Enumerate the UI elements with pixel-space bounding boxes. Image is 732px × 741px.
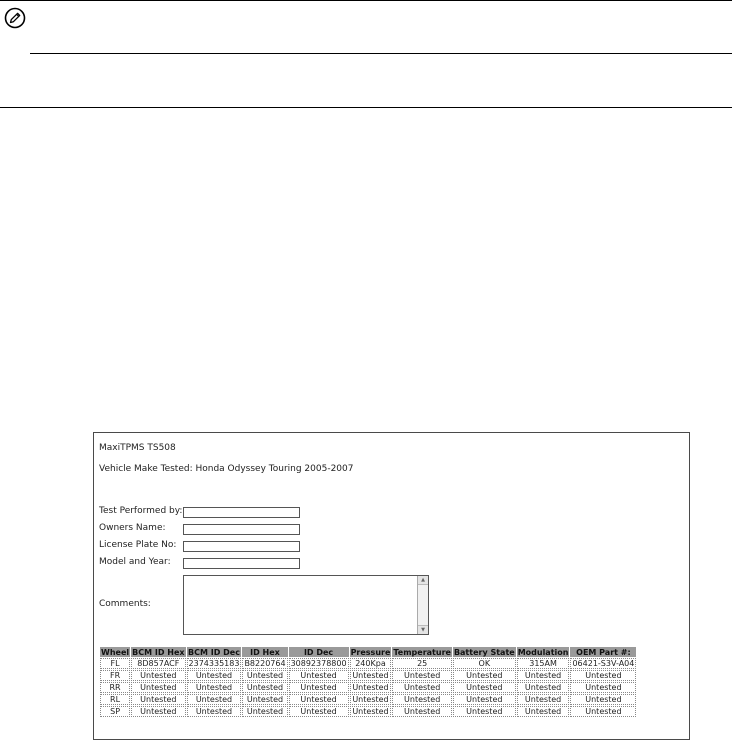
table-cell: SP — [100, 706, 130, 717]
table-cell: Untested — [242, 694, 287, 705]
col-header: ID Hex — [242, 647, 287, 657]
table-row — [100, 682, 636, 693]
table-cell: Untested — [289, 682, 349, 693]
table-row — [100, 694, 636, 705]
table-cell: Untested — [517, 682, 570, 693]
table-cell: Untested — [131, 706, 185, 717]
table-cell: 2374335183 — [188, 659, 240, 668]
note-bottom-rule — [0, 107, 732, 108]
table-cell: Untested — [517, 694, 570, 705]
note-divider — [30, 53, 732, 54]
table-cell: Untested — [453, 670, 516, 681]
vehicle-make-line: Vehicle Make Tested: Honda Odyssey Touring 2005-2007 — [99, 464, 354, 474]
scroll-up-icon[interactable]: ▲ — [418, 576, 428, 585]
col-header: Modulation — [517, 647, 569, 657]
col-header: Wheel — [101, 647, 130, 657]
comments-label: Comments: — [99, 599, 151, 609]
table-cell: Untested — [570, 670, 636, 681]
col-header: ID Dec — [289, 647, 349, 657]
table-header-row — [100, 647, 636, 657]
col-header: OEM Part #: — [570, 647, 636, 657]
table-cell: Untested — [350, 670, 392, 681]
table-cell: Untested — [517, 670, 570, 681]
license-plate-input[interactable] — [183, 541, 300, 552]
table-cell: Untested — [392, 706, 452, 717]
comments-textarea[interactable] — [183, 575, 429, 635]
table-cell: Untested — [392, 694, 452, 705]
table-cell: Untested — [570, 706, 636, 717]
table-cell: Untested — [289, 670, 349, 681]
app-title: MaxiTPMS TS508 — [99, 443, 176, 453]
tpms-report-window — [93, 432, 690, 740]
table-cell: Untested — [517, 706, 570, 717]
table-cell: Untested — [131, 682, 185, 693]
test-performed-by-label: Test Performed by: — [99, 506, 183, 516]
table-cell: Untested — [187, 682, 242, 693]
col-header: BCM ID Dec — [188, 647, 240, 657]
table-cell: FL — [100, 658, 130, 669]
table-cell: Untested — [242, 682, 287, 693]
table-cell: OK — [453, 658, 516, 669]
table-cell: Untested — [453, 706, 516, 717]
table-cell: Untested — [350, 694, 392, 705]
owners-name-label: Owners Name: — [99, 523, 166, 533]
table-cell: Untested — [392, 682, 452, 693]
table-row — [100, 706, 636, 717]
table-cell: 315AM — [517, 658, 570, 669]
table-row — [100, 670, 636, 681]
table-cell: Untested — [187, 706, 242, 717]
owners-name-input[interactable] — [183, 524, 300, 535]
table-cell: Untested — [453, 694, 516, 705]
table-cell: FR — [100, 670, 130, 681]
license-plate-label: License Plate No: — [99, 540, 177, 550]
table-cell: Untested — [570, 694, 636, 705]
table-cell: Untested — [187, 670, 242, 681]
table-cell: Untested — [242, 670, 287, 681]
col-header: Pressure — [350, 647, 391, 657]
col-header: BCM ID Hex — [132, 647, 185, 657]
table-cell: 06421-S3V-A04 — [572, 659, 635, 668]
table-cell: Untested — [350, 682, 392, 693]
table-cell: Untested — [187, 694, 242, 705]
table-cell: Untested — [289, 694, 349, 705]
model-year-input[interactable] — [183, 558, 300, 569]
table-cell: Untested — [289, 706, 349, 717]
col-header: Battery State — [453, 647, 515, 657]
table-cell: Untested — [131, 670, 185, 681]
table-cell: RL — [100, 694, 130, 705]
table-cell: Untested — [242, 706, 287, 717]
table-cell: B8220764 — [244, 659, 286, 668]
table-cell: Untested — [570, 682, 636, 693]
comments-scrollbar[interactable] — [417, 576, 428, 634]
table-cell: Untested — [350, 706, 392, 717]
pencil-icon — [4, 7, 26, 29]
col-header: Temperature — [393, 647, 451, 657]
table-cell: RR — [100, 682, 130, 693]
model-year-label: Model and Year: — [99, 557, 171, 567]
table-cell: Untested — [392, 670, 452, 681]
table-cell: 240Kpa — [350, 658, 392, 669]
tpms-results-table — [99, 646, 637, 718]
table-cell: 25 — [392, 658, 452, 669]
scroll-down-icon[interactable]: ▼ — [418, 625, 428, 634]
table-row — [100, 658, 636, 669]
table-cell: 8D857ACF — [131, 658, 185, 669]
table-cell: Untested — [453, 682, 516, 693]
top-rule — [0, 0, 732, 1]
table-cell: Untested — [131, 694, 185, 705]
table-cell: 30892378800 — [290, 659, 347, 668]
test-performed-by-input[interactable] — [183, 507, 300, 518]
